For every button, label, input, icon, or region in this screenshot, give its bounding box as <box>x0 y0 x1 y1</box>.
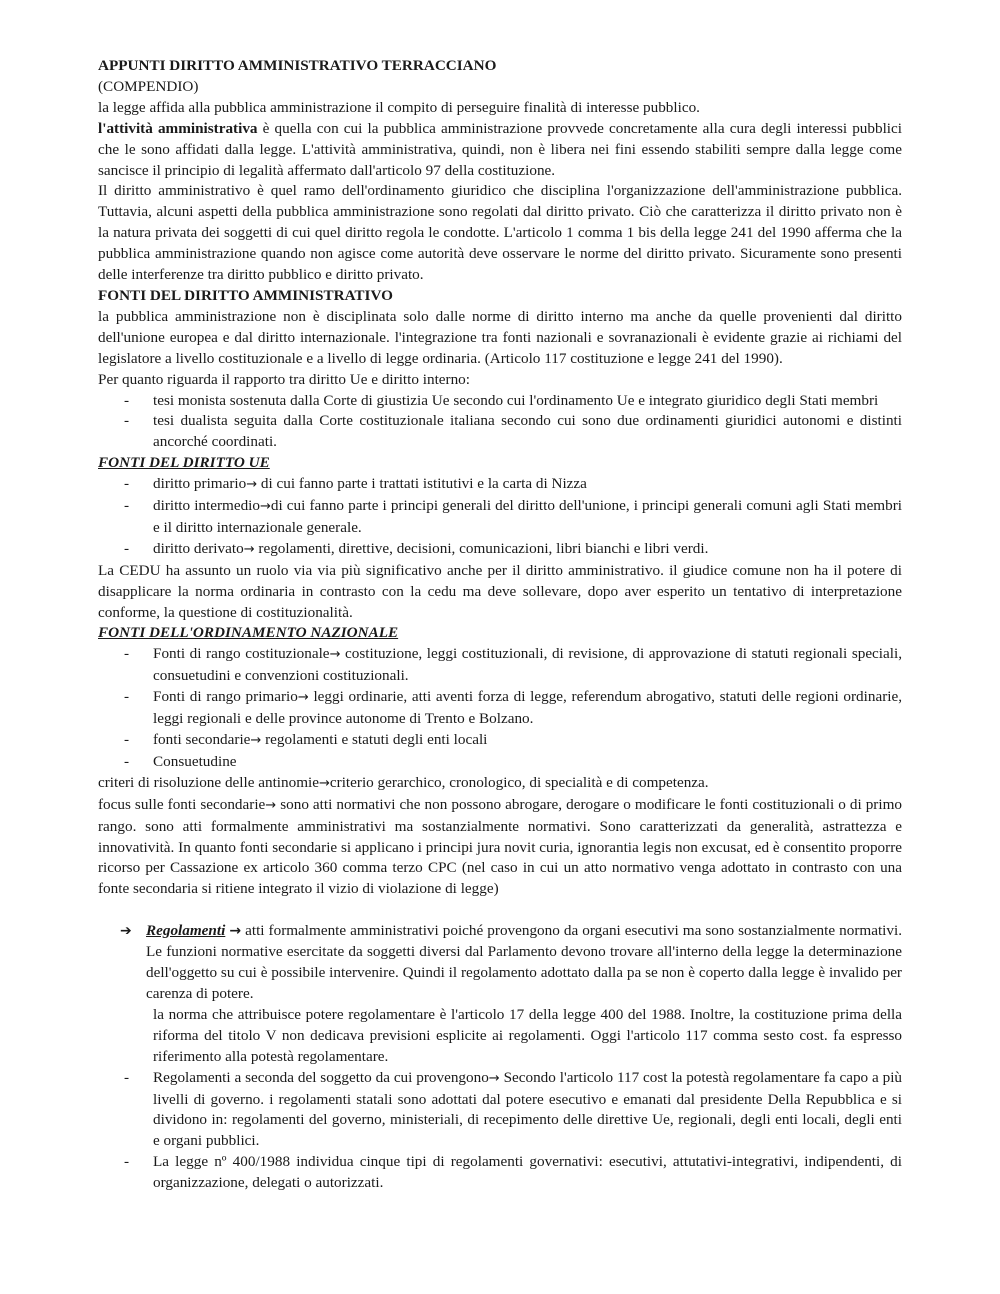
paragraph: Il diritto amministrativo è quel ramo dell'ordinamento giuridico che disciplina l'organizzazione dell'amministrazione pubblica. Tuttavia, alcuni aspetti della pubblica amministrazione sono regolati dal diritto privato. Ciò che caratterizza il diritto privato non è la natura privata dei soggetti di cui quel diritto regola le condotte. L'articolo 1 comma 1 bis della legge 241 del 1990 afferma che la pubblica amministrazione quando non agisce come autorità deve osservare le norme del diritto privato. Sicuramente sono presenti delle interferenze tra diritto pubblico e diritto privato. <box>98 182 902 284</box>
paragraph: la pubblica amministrazione non è disciplinata solo dalle norme di diritto interno ma anche da quelle provenienti dal diritto dell'unione europea e dal diritto internazionale. l'integrazione tra fonti nazionali e sovranazionali è evidente grazie ai richiami del legislatore a livello costituzionale e a livello di legge ordinaria. (Articolo 117 costituzione e legge 241 del 1990). <box>98 307 902 367</box>
dash-marker: - <box>124 1068 130 1086</box>
paragraph: La CEDU ha assunto un ruolo via via più significativo anche per il diritto amministrativo. il giudice comune non ha il potere di disapplicare la norma ordinaria in contrasto con la cedu ma deve sollevare, dopo aver esperito un tentativo di interpretazione conforme, la questione di costituzionalità. <box>98 561 902 621</box>
list-item-text: regolamenti e statuti degli enti locali <box>261 731 488 748</box>
arrow-icon: → <box>329 647 341 663</box>
dash-marker: - <box>124 688 130 706</box>
section-heading: FONTI DEL DIRITTO AMMINISTRATIVO <box>98 286 393 304</box>
list-fonti-nazionali <box>98 644 902 772</box>
paragraph <box>98 119 902 182</box>
paragraph-text: criterio gerarchico, cronologico, di specialità e di competenza. <box>329 773 709 791</box>
list-item <box>98 391 902 412</box>
list-regolamenti <box>98 1068 902 1194</box>
section-heading: FONTI DEL DIRITTO UE <box>98 454 270 472</box>
document-subtitle: (COMPENDIO) <box>98 77 199 95</box>
list-item-text: leggi ordinarie, atti aventi forza di legge, referendum abrogativo, statuti delle regioni ordinarie, leggi regionali e delle province autonome di Trento e Bolzano. <box>153 688 903 728</box>
list-item <box>98 1152 902 1194</box>
document-page <box>98 56 902 1194</box>
list-item-text: di cui fanno parte i trattati istitutivi e la carta di Nizza <box>257 475 587 493</box>
dash-marker: - <box>124 752 130 770</box>
dash-marker: - <box>124 475 130 493</box>
list-item-text: regolamenti, direttive, decisioni, comunicazioni, libri bianchi e libri verdi. <box>254 539 709 557</box>
list-item-term: fonti secondarie <box>153 731 251 748</box>
bold-term: l'attività amministrativa <box>98 119 258 137</box>
dash-marker: - <box>124 391 130 409</box>
paragraph: Per quanto riguarda il rapporto tra diritto Ue e diritto interno: <box>98 370 470 388</box>
arrow-icon: → <box>265 797 277 813</box>
dash-marker: - <box>124 645 130 663</box>
arrow-icon: → <box>246 477 258 493</box>
arrow-icon: → <box>260 499 271 515</box>
paragraph <box>98 795 902 901</box>
dash-marker: - <box>124 1153 130 1171</box>
paragraph: la legge affida alla pubblica amministrazione il compito di perseguire finalità di interesse pubblico. <box>98 98 700 116</box>
dash-marker: - <box>124 497 130 515</box>
arrow-icon: → <box>250 733 262 748</box>
arrow-icon: → <box>488 1070 500 1086</box>
list-item <box>98 752 902 773</box>
section-heading: FONTI DELL'ORDINAMENTO NAZIONALE <box>98 624 399 642</box>
list-fonti-ue <box>98 474 902 561</box>
list-item-term: diritto derivato <box>153 539 244 557</box>
list-item <box>98 730 902 752</box>
list-item <box>98 687 902 730</box>
list-item-term: diritto intermedio <box>153 497 260 515</box>
paragraph: la norma che attribuisce potere regolamentare è l'articolo 17 della legge 400 del 1988. Inoltre, la costituzione prima della riforma del titolo V non dedicava previsioni esplicite ai regolamenti. Oggi l'articolo 117 comma sesto cost. fa espresso riferimento alla potestà regolamentare. <box>153 1005 902 1065</box>
list-item-term: Consuetudine <box>153 752 237 770</box>
bold-term: Regolamenti <box>146 922 226 940</box>
document-title: APPUNTI DIRITTO AMMINISTRATIVO TERRACCIANO <box>98 57 497 74</box>
dash-marker: - <box>124 731 130 748</box>
list-item-term: Fonti di rango primario <box>153 688 298 706</box>
paragraph-text: atti formalmente amministrativi poiché provengono da organi esecutivi ma sono sostanzialmente normativi. Le funzioni normative esercitate da soggetti diversi dal Parlamento devono trovare all'interno della legge la determinazione dell'oggetto su cui è possibile intervenire. Quindi il regolamento adottato dalla pa se non è coperto dalla legge è invalido per carenza di potere. <box>146 922 902 1002</box>
blank-line <box>98 900 902 921</box>
paragraph <box>98 773 902 795</box>
list-item-term: diritto primario <box>153 475 247 493</box>
list-item <box>98 539 902 561</box>
regolamenti-bullet <box>98 921 902 1005</box>
list-rapporto <box>98 391 902 454</box>
dash-marker: - <box>124 412 130 430</box>
paragraph-text: sono atti normativi che non possono abrogare, derogare o modificare le fonti costituzionali o di primo rango. sono atti formalmente amministrativi ma sostanzialmente normativi. Sono caratterizzati da generalità, astrattezza e innovatività. In quanto fonti secondarie si applicano i principi jura novit curia, ignorantia legis non excusat, ed è consentito proporre ricorso per Cassazione ex articolo 360 comma terzo CPC (nel caso in cui un atto normativo venga adottato in contrasto con una fonte secondaria si ritiene integrato il vizio di violazione di legge) <box>98 795 902 898</box>
list-item-text: La legge nº 400/1988 individua cinque tipi di regolamenti governativi: esecutivi, attutativi-integrativi, indipendenti, di organizzazione, delegati o autorizzati. <box>153 1153 902 1192</box>
list-item-text: tesi dualista seguita dalla Corte costituzionale italiana secondo cui sono due ordinamenti giuridici autonomi e distinti ancorché coordinati. <box>153 412 902 451</box>
arrow-icon: → <box>297 690 309 706</box>
arrow-bullet-icon: ➔ <box>120 923 132 940</box>
list-item <box>98 474 902 496</box>
arrow-icon: → <box>229 923 242 940</box>
paragraph-text: è quella con cui la pubblica amministrazione provvede concretamente alla cura degli interessi pubblici che le sono affidati dalla legge. L'attività amministrativa, quindi, non è libera nei fini essendo stabiliti sempre dalla legge come sancisce il principio di legalità affermato dall'articolo 97 della costituzione. <box>98 119 902 179</box>
dash-marker: - <box>124 539 130 557</box>
list-item-text: costituzione, leggi costituzionali, di revisione, di approvazione di statuti regionali speciali, consuetudini e convenzioni costituzionali. <box>153 645 902 685</box>
arrow-icon: → <box>243 541 255 557</box>
paragraph-text: focus sulle fonti secondarie <box>98 795 266 813</box>
list-item <box>98 411 902 453</box>
list-item-text: tesi monista sostenuta dalla Corte di giustizia Ue secondo cui l'ordinamento Ue e integrato giuridico degli Stati membri <box>153 391 879 409</box>
list-item-text: Secondo l'articolo 117 cost la potestà regolamentare fa capo a più livelli di governo. i regolamenti statali sono adottati dal potere esecutivo e emanati dal presidente Della Repubblica e si dividono in: regolamenti del governo, ministeriali, di recepimento delle direttive Ue, regionali, degli enti locali, degli enti e organi pubblici. <box>153 1068 903 1150</box>
arrow-icon: → <box>319 775 330 791</box>
list-item-term: Fonti di rango costituzionale <box>153 645 330 663</box>
list-item <box>98 1068 902 1153</box>
list-item-text: di cui fanno parte i principi generali del diritto dell'unione, i principi generali comuni agli Stati membri e il diritto internazionale generale. <box>153 497 902 536</box>
list-item <box>98 496 902 539</box>
list-item-term: Regolamenti a seconda del soggetto da cui provengono <box>153 1068 489 1086</box>
list-item <box>98 644 902 687</box>
paragraph-text: criteri di risoluzione delle antinomie <box>98 773 319 791</box>
